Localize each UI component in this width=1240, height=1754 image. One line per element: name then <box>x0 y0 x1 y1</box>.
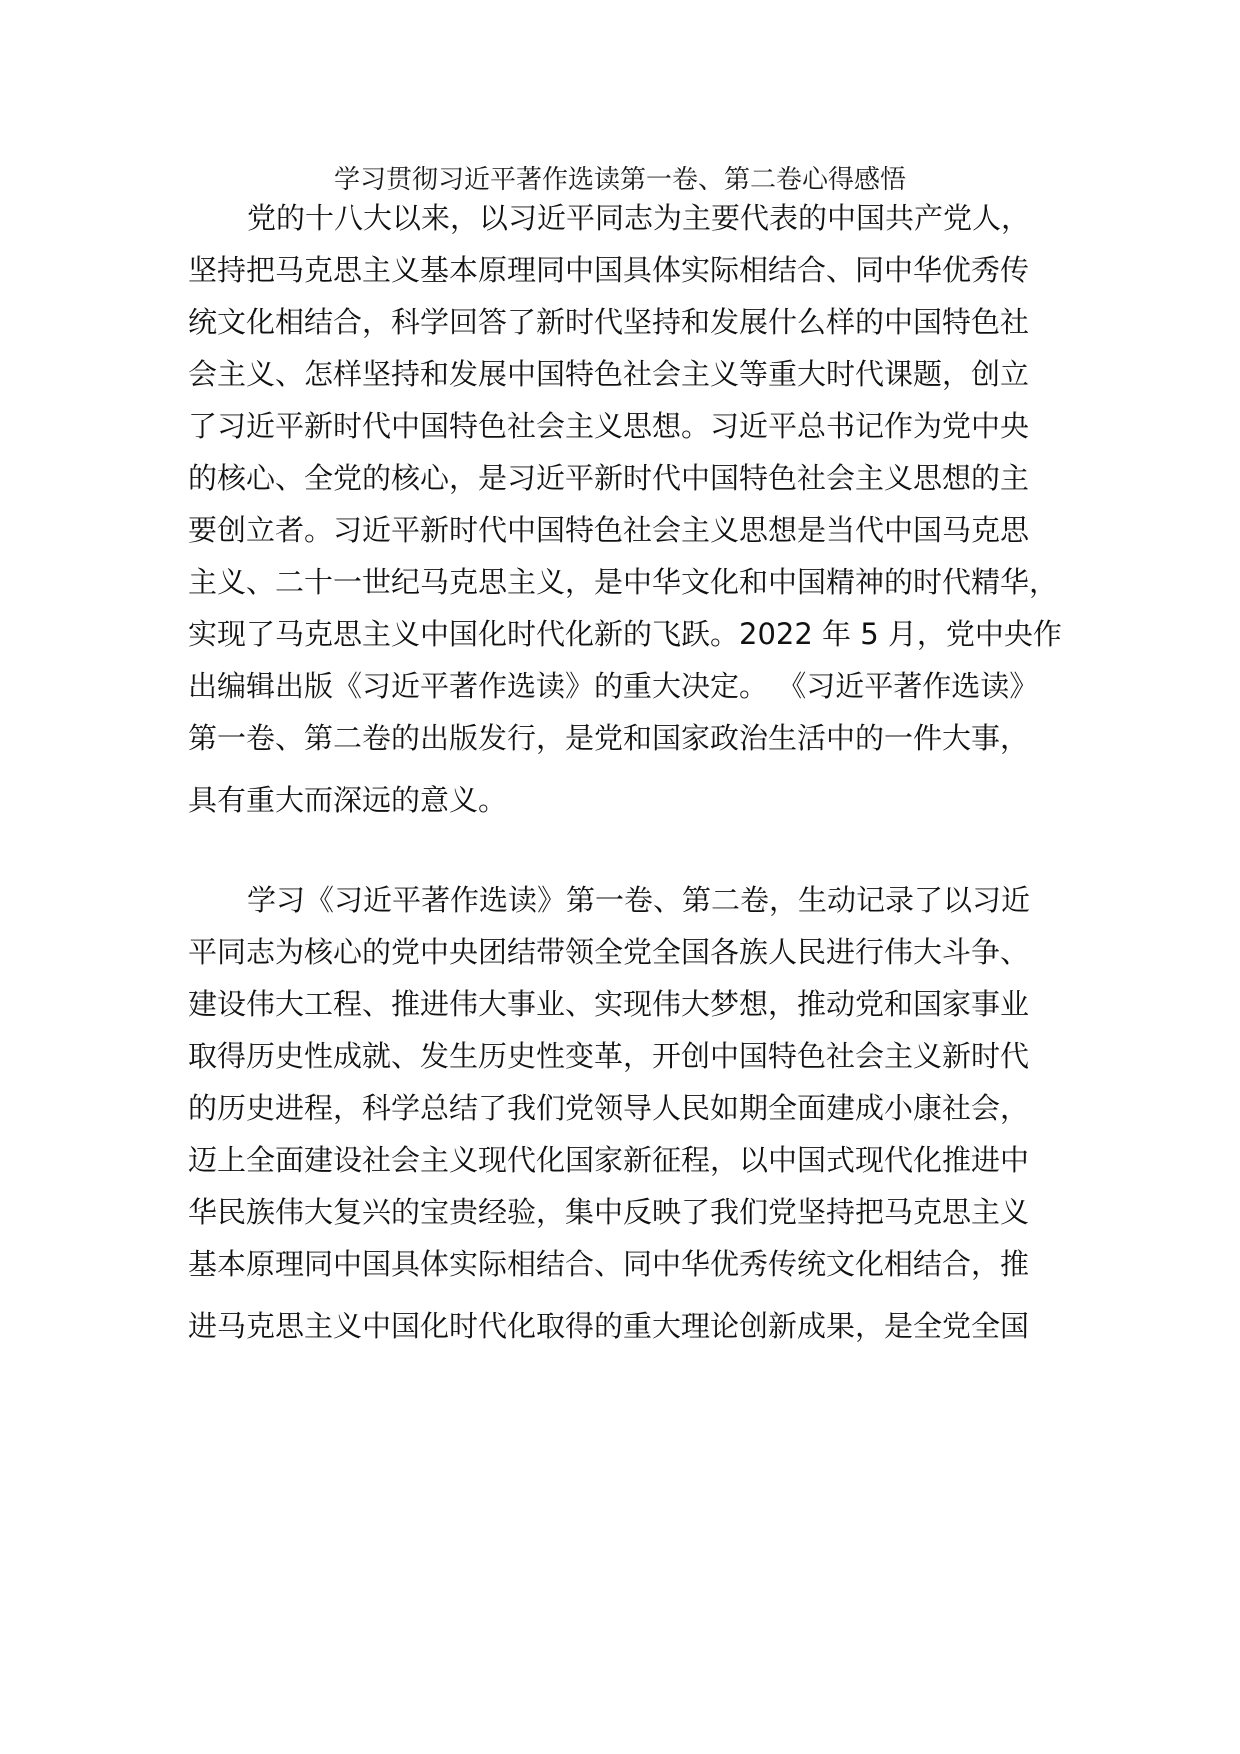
paragraph-1-line-11: 第一卷、第二卷的出版发行，是党和国家政治生活中的一件大事， <box>188 721 1030 755</box>
paragraph-1-line-5: 了习近平新时代中国特色社会主义思想。习近平总书记作为党中央 <box>188 409 1030 443</box>
paragraph-2-line-6: 迈上全面建设社会主义现代化国家新征程，以中国式现代化推进中 <box>188 1143 1030 1177</box>
paragraph-2-line-5: 的历史进程，科学总结了我们党领导人民如期全面建成小康社会， <box>188 1091 1030 1125</box>
paragraph-1-line-2: 坚持把马克思主义基本原理同中国具体实际相结合、同中华优秀传 <box>188 253 1030 287</box>
paragraph-1-line-4: 会主义、怎样坚持和发展中国特色社会主义等重大时代课题，创立 <box>188 357 1030 391</box>
paragraph-1-line-8: 主义、二十一世纪马克思主义，是中华文化和中国精神的时代精华， <box>188 565 1059 599</box>
paragraph-2-line-4: 取得历史性成就、发生历史性变革，开创中国特色社会主义新时代 <box>188 1039 1030 1073</box>
paragraph-1-line-6: 的核心、全党的核心，是习近平新时代中国特色社会主义思想的主 <box>188 461 1030 495</box>
paragraph-1-line-9: 实现了马克思主义中国化时代化新的飞跃。2022 年 5 月，党中央作 <box>188 617 1062 651</box>
paragraph-2-line-2: 平同志为核心的党中央团结带领全党全国各族人民进行伟大斗争、 <box>188 935 1030 969</box>
paragraph-2-line-1: 学习《习近平著作选读》第一卷、第二卷，生动记录了以习近 <box>247 883 1031 917</box>
document-title: 学习贯彻习近平著作选读第一卷、第二卷心得感悟 <box>333 165 906 195</box>
paragraph-1-line-12: 具有重大而深远的意义。 <box>188 783 508 817</box>
paragraph-1-line-7: 要创立者。习近平新时代中国特色社会主义思想是当代中国马克思 <box>188 513 1030 547</box>
paragraph-1-line-1: 党的十八大以来，以习近平同志为主要代表的中国共产党人， <box>247 201 1031 235</box>
paragraph-1-line-3: 统文化相结合，科学回答了新时代坚持和发展什么样的中国特色社 <box>188 305 1030 339</box>
paragraph-2-line-3: 建设伟大工程、推进伟大事业、实现伟大梦想，推动党和国家事业 <box>188 987 1030 1021</box>
paragraph-2-line-8: 基本原理同中国具体实际相结合、同中华优秀传统文化相结合，推 <box>188 1247 1030 1281</box>
paragraph-2-line-9: 进马克思主义中国化时代化取得的重大理论创新成果，是全党全国 <box>188 1309 1030 1343</box>
paragraph-2-line-7: 华民族伟大复兴的宝贵经验，集中反映了我们党坚持把马克思主义 <box>188 1195 1030 1229</box>
paragraph-1-line-10: 出编辑出版《习近平著作选读》的重大决定。 《习近平著作选读》 <box>188 669 1039 703</box>
